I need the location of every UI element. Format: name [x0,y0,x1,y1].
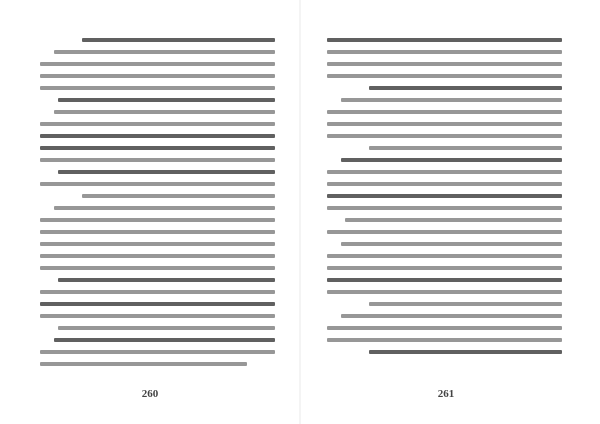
text-line-placeholder [327,326,562,330]
text-line-placeholder [58,98,275,102]
text-line-placeholder [40,74,275,78]
text-line-placeholder [341,98,562,102]
text-line-placeholder [40,242,275,246]
text-line-placeholder [40,182,275,186]
text-line-placeholder [341,158,562,162]
text-line-placeholder [327,110,562,114]
text-line-placeholder [40,158,275,162]
text-line-placeholder [40,218,275,222]
right-book-page [300,0,600,424]
text-line-placeholder [327,182,562,186]
text-line-placeholder [327,62,562,66]
text-line-placeholder [341,314,562,318]
text-line-placeholder [327,194,562,198]
text-line-placeholder [54,110,275,114]
text-line-placeholder [40,134,275,138]
left-page-text-column [40,38,275,376]
text-line-placeholder [327,290,562,294]
text-line-placeholder [369,146,562,150]
text-line-placeholder [40,62,275,66]
text-line-placeholder [341,242,562,246]
text-line-placeholder [40,290,275,294]
text-line-placeholder [40,230,275,234]
text-line-placeholder [327,38,562,42]
text-line-placeholder [327,134,562,138]
text-line-placeholder [40,314,275,318]
text-line-placeholder [327,50,562,54]
text-line-placeholder [40,254,275,258]
text-line-placeholder [54,338,275,342]
text-line-placeholder [40,122,275,126]
text-line-placeholder [345,218,562,222]
text-line-placeholder [40,86,275,90]
text-line-placeholder [40,350,275,354]
text-line-placeholder [327,206,562,210]
text-line-placeholder [369,86,562,90]
text-line-placeholder [54,206,275,210]
text-line-placeholder [327,74,562,78]
text-line-placeholder [40,302,275,306]
text-line-placeholder [327,266,562,270]
text-line-placeholder [369,350,562,354]
text-line-placeholder [369,302,562,306]
text-line-placeholder [40,146,275,150]
text-line-placeholder [327,338,562,342]
text-line-placeholder [82,38,275,42]
left-page-number: 260 [141,388,159,400]
text-line-placeholder [54,50,275,54]
text-line-placeholder [327,122,562,126]
text-line-placeholder [327,254,562,258]
text-line-placeholder [327,170,562,174]
right-page-number: 261 [437,388,455,400]
text-line-placeholder [58,278,275,282]
text-line-placeholder [327,278,562,282]
text-line-placeholder [82,194,275,198]
text-line-placeholder [58,170,275,174]
text-line-placeholder [40,266,275,270]
text-line-placeholder [40,362,247,366]
right-page-text-column [327,38,562,376]
text-line-placeholder [327,230,562,234]
text-line-placeholder [58,326,275,330]
